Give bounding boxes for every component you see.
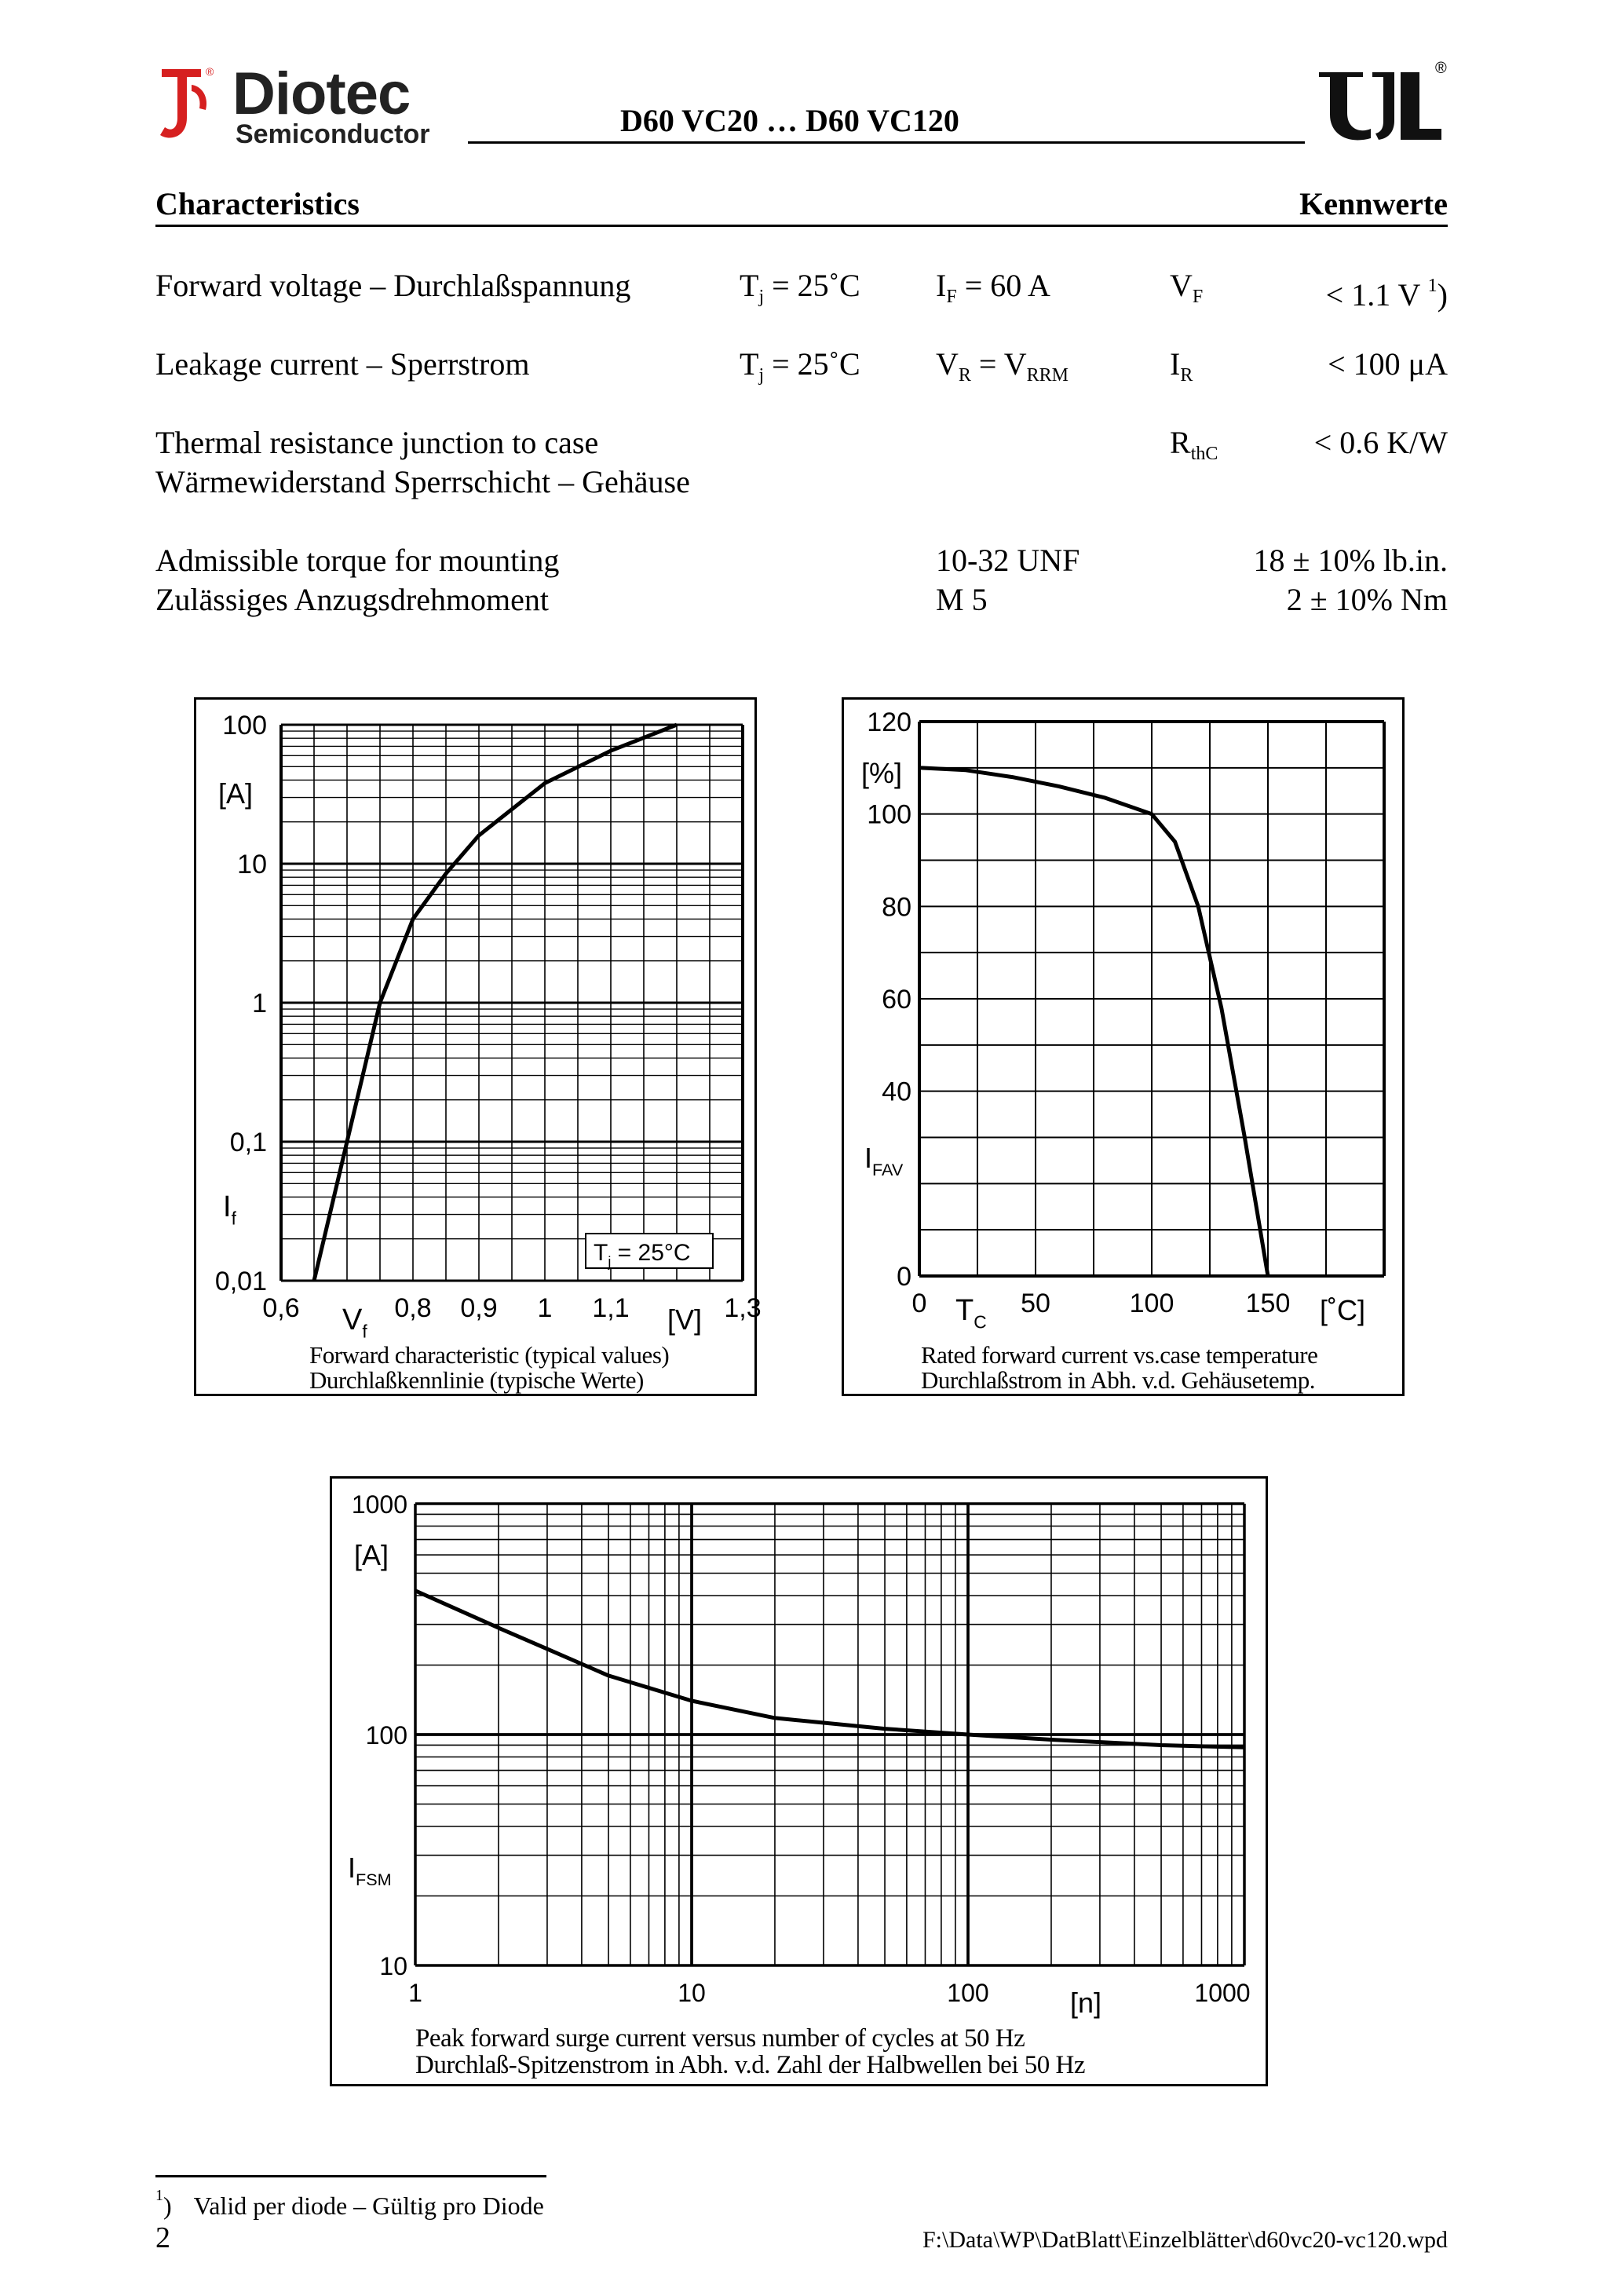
x-tick-label: 100: [947, 1979, 989, 2007]
x-axis-symbol: $V_f$: [342, 1303, 367, 1342]
y-tick-label: 10: [237, 850, 267, 879]
registered-mark: ®: [1435, 60, 1447, 77]
spec-torque-value: 18 ± 10% lb.in.: [1253, 543, 1448, 578]
chart-forward-caption-1: Forward characteristic (typical values): [309, 1341, 670, 1369]
brand-logo: [154, 60, 437, 149]
y-unit-label: [A]: [218, 777, 254, 810]
ul-recognized-mark-icon: [1316, 66, 1449, 144]
y-axis-symbol: $I_{FSM}$: [348, 1852, 392, 1890]
x-unit-label: [V]: [667, 1303, 703, 1336]
chart-forward-caption-2: Durchlaßkennlinie (typische Werte): [309, 1366, 644, 1394]
y-unit-label: [%]: [861, 757, 903, 789]
spec-torque-cond-de: M 5: [936, 582, 988, 617]
section-title-left: Characteristics: [155, 186, 360, 221]
y-tick-label: 60: [882, 985, 911, 1015]
x-unit-label: [n]: [1069, 1987, 1102, 2019]
spec-torque-name: Admissible torque for mounting: [155, 543, 560, 578]
svg-text:®: ®: [206, 65, 214, 78]
y-tick-label: 40: [882, 1077, 911, 1107]
x-tick-label: 1,3: [724, 1293, 762, 1323]
spec-thermal-resistance-name: Thermal resistance junction to case: [155, 425, 599, 460]
x-tick-label: 1: [408, 1979, 422, 2007]
ul-mark: [1316, 60, 1449, 144]
brand-name: Diotec: [232, 60, 411, 127]
x-tick-label: 0,8: [394, 1293, 432, 1323]
y-tick-label: 1000: [351, 1490, 407, 1519]
y-axis-symbol: $I_f$: [223, 1190, 236, 1229]
spec-leakage-current-name: Leakage current – Sperrstrom: [155, 346, 530, 382]
chart-rated-plot: [844, 700, 1402, 1394]
page-number: 2: [155, 2221, 170, 2254]
x-tick-label: 1: [537, 1293, 553, 1323]
x-axis-symbol: $T_C$: [955, 1294, 987, 1333]
section-rule: [155, 225, 1448, 227]
chart-rated-caption-1: Rated forward current vs.case temperature: [921, 1341, 1318, 1369]
y-tick-label: 100: [222, 711, 267, 740]
y-tick-label: 0: [897, 1262, 911, 1292]
chart-surge-caption-1: Peak forward surge current versus number of cycles at 50 Hz: [415, 2024, 1025, 2053]
brand-subtitle: Semiconductor: [236, 119, 430, 149]
file-path: F:\Data\WP\DatBlatt\Einzelblätter\d60vc20-vc120.wpd: [922, 2227, 1448, 2253]
x-tick-label: 50: [1021, 1289, 1050, 1318]
document-title: D60 VC20 … D60 VC120: [620, 103, 959, 138]
spec-leakage-current-cond1: $T_j$ = 25˚C: [740, 346, 860, 386]
chart-rated-current: [842, 697, 1405, 1396]
x-tick-label: 0: [911, 1289, 927, 1318]
y-tick-label: 80: [882, 892, 911, 923]
y-tick-label: 10: [379, 1952, 407, 1980]
spec-forward-voltage-name: Forward voltage – Durchlaßspannung: [155, 268, 631, 303]
spec-leakage-current-symbol: $I_R$: [1170, 346, 1193, 386]
y-tick-label: 120: [867, 707, 911, 737]
chart-surge-current: [330, 1476, 1268, 2086]
x-tick-label: 100: [1129, 1289, 1174, 1318]
x-tick-label: 0,9: [460, 1293, 498, 1323]
footnote-rule: [155, 2175, 546, 2177]
spec-leakage-current-cond2: $V_R = V_{RRM}$: [936, 346, 1069, 386]
spec-forward-voltage-cond1: $T_j$ = 25˚C: [740, 268, 860, 307]
x-tick-label: 150: [1245, 1289, 1291, 1318]
y-tick-label: 100: [365, 1721, 407, 1749]
spec-torque-cond: 10-32 UNF: [936, 543, 1080, 578]
section-title-right: Kennwerte: [1299, 186, 1448, 221]
chart-forward-plot: [196, 700, 762, 1394]
x-tick-label: 1000: [1194, 1979, 1251, 2007]
spec-thermal-resistance-symbol: $R_{thC}$: [1170, 425, 1218, 464]
diotec-logo-icon: [154, 63, 217, 149]
spec-thermal-resistance-value: < 0.6 K/W: [1313, 425, 1448, 460]
chart-surge-plot: [332, 1479, 1266, 2084]
spec-torque-value-de: 2 ± 10% Nm: [1286, 582, 1448, 617]
y-axis-symbol: $I_{FAV}$: [864, 1142, 904, 1180]
footnote: $^1$) Valid per diode – Gültig pro Diode: [155, 2187, 544, 2220]
chart-surge-caption-2: Durchlaß-Spitzenstrom in Abh. v.d. Zahl der Halbwellen bei 50 Hz: [415, 2051, 1085, 2079]
spec-thermal-resistance-name-de: Wärmewiderstand Sperrschicht – Gehäuse: [155, 464, 690, 499]
x-tick-label: 0,6: [262, 1293, 300, 1323]
x-tick-label: 1,1: [592, 1293, 630, 1323]
chart-rated-caption-2: Durchlaßstrom in Abh. v.d. Gehäusetemp.: [921, 1366, 1315, 1394]
y-tick-label: 0,1: [229, 1128, 267, 1157]
series-line: [415, 1591, 1244, 1748]
spec-torque-name-de: Zulässiges Anzugsdrehmoment: [155, 582, 550, 617]
y-tick-label: 1: [252, 989, 267, 1018]
spec-forward-voltage-symbol: $V_F$: [1170, 268, 1204, 307]
y-tick-label: 100: [867, 799, 911, 830]
spec-forward-voltage-value: < 1.1 V $^1$): [1325, 276, 1448, 313]
header-rule: [468, 141, 1305, 144]
y-unit-label: [A]: [354, 1539, 389, 1571]
x-unit-label: [˚C]: [1320, 1294, 1365, 1326]
annotation-label: $T_j = 25^\circ C$: [594, 1240, 691, 1270]
x-tick-label: 10: [678, 1979, 706, 2007]
spec-forward-voltage-cond2: $I_F = 60$ A: [936, 268, 1050, 307]
chart-forward-characteristic: [194, 697, 762, 1396]
y-tick-label: 0,01: [214, 1267, 267, 1296]
spec-leakage-current-value: < 100 μA: [1328, 346, 1448, 382]
